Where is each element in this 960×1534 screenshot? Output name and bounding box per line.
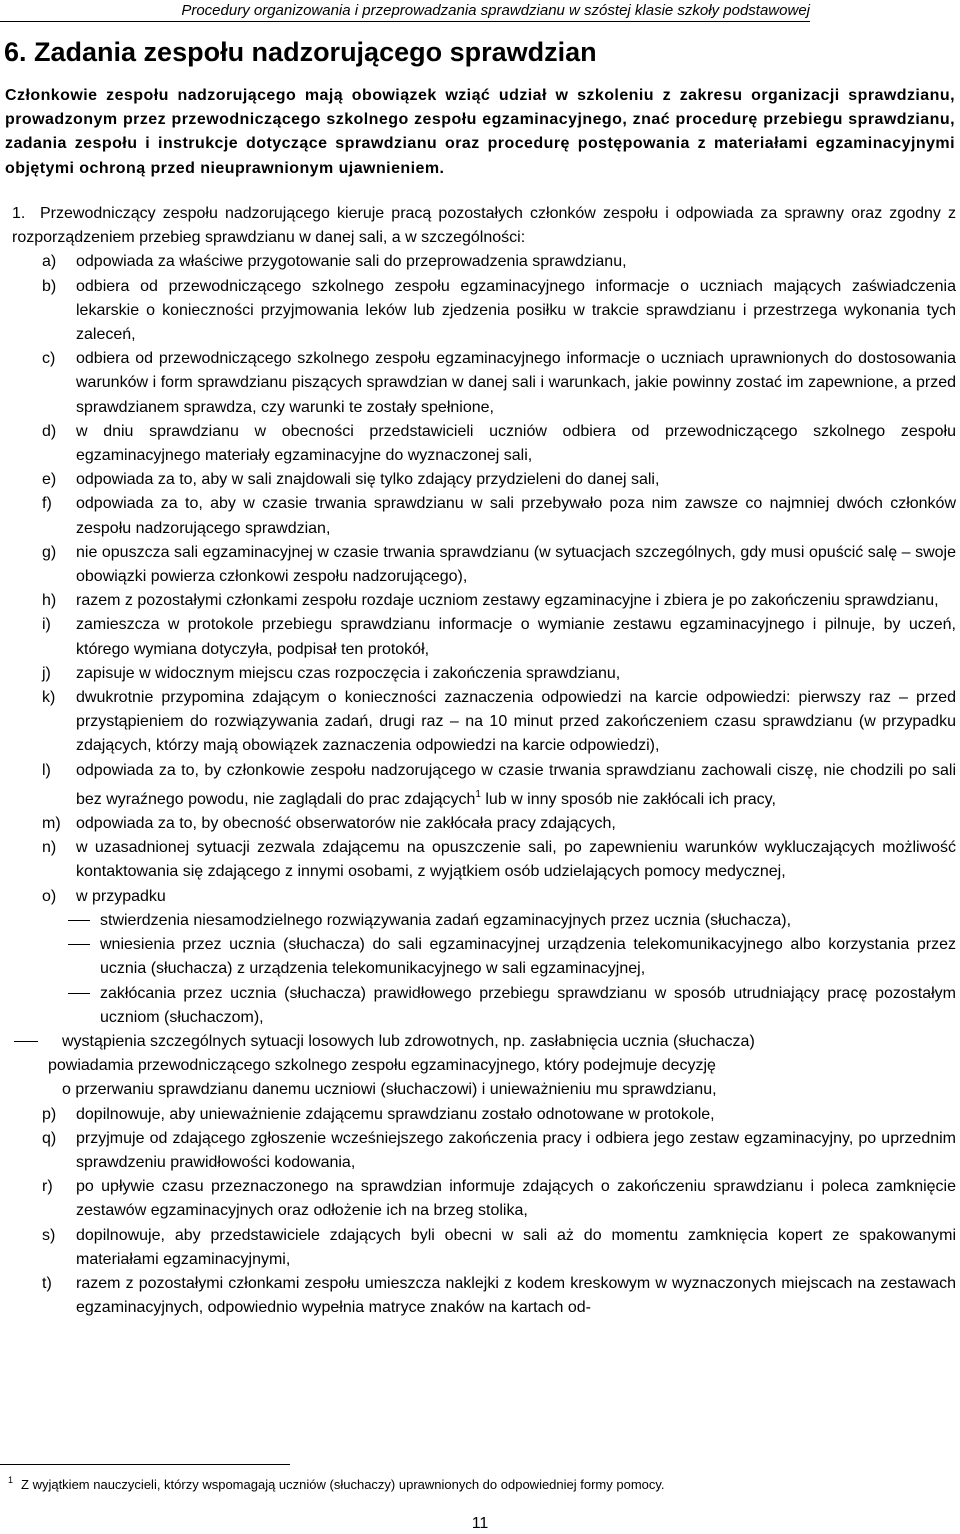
- footnote-reference[interactable]: 1: [475, 788, 481, 800]
- list-item-c: [12, 347, 956, 420]
- subitem-text: wniesienia przez ucznia (słuchacza) do sali egzaminacyjnej urządzenia telekomunikacyjnego albo korzystania przez ucznia (słuchacza) z urządzenia telekomunikacyjnego w sali egzaminacyjnej,: [100, 936, 956, 978]
- subitem-text: stwierdzenia niesamodzielnego rozwiązywania zadań egzaminacyjnych przez ucznia (słuchacza),: [100, 911, 792, 929]
- item-text: razem z pozostałymi członkami zespołu umieszcza naklejki z kodem kreskowym w wyznaczonych miejscach na zestawach egzaminacyjnych, odpowiednio wypełnia matryce znaków na kartach od-: [76, 1274, 956, 1317]
- footnote-text: Z wyjątkiem nauczycieli, którzy wspomagają uczniów (słuchaczy) uprawnionych do odpowiedniej formy pomocy.: [21, 1477, 665, 1492]
- item-letter: n): [42, 839, 57, 857]
- list-item-o: [12, 885, 956, 909]
- item-letter: r): [42, 1178, 53, 1196]
- item-letter: c): [42, 350, 56, 368]
- item-text: w dniu sprawdzianu w obecności przedstawicieli uczniów odbiera od przewodniczącego szkolnego zespołu egzaminacyjnego materiały egzaminacyjne do wyznaczonej sali,: [76, 422, 956, 465]
- item-text: przyjmuje od zdającego zgłoszenie wcześniejszego zakończenia pracy i odbiera jego zestaw egzaminacyjny, po uprzednim sprawdzeniu prawidłowości kodowania,: [76, 1129, 956, 1171]
- running-header-text: Procedury organizowania i przeprowadzania sprawdzianu w szóstej klasie szkoły podstawowej: [181, 2, 810, 19]
- footnote-rule: [0, 1464, 290, 1465]
- o-subitem: [12, 982, 956, 1030]
- item-text: razem z pozostałymi członkami zespołu rozdaje uczniom zestawy egzaminacyjne i zbiera je po zakończeniu sprawdzianu,: [76, 592, 939, 610]
- header-rule: [0, 21, 810, 22]
- document-body: [12, 202, 956, 1320]
- item-letter: m): [42, 815, 61, 833]
- item-text: w uzasadnionej sytuacji zezwala zdającemu na opuszczenie sali, po zapewnieniu warunków wykluczających możliwość kontaktowania się zdającego z innymi osobami, z wyjątkiem osób udzielających pomocy medycznej,: [76, 839, 956, 881]
- o-conclusion-line2: o przerwaniu sprawdzianu danemu uczniowi (słuchaczowi) i unieważnieniu mu sprawdzianu,: [62, 1081, 717, 1099]
- list-item-i: [12, 613, 956, 661]
- item-letter: s): [42, 1226, 56, 1244]
- list-item-t: [12, 1272, 956, 1320]
- point-1: [12, 202, 956, 250]
- item-text: odpowiada za to, by członkowie zespołu nadzorującego w czasie trwania sprawdzianu zachowali ciszę, nie chodzili po sali bez wyraźnego powodu, nie zaglądali do prac zdających: [76, 761, 956, 808]
- running-header: [0, 2, 810, 20]
- item-letter: e): [42, 471, 57, 489]
- item-letter: l): [42, 761, 51, 779]
- item-text: odpowiada za to, aby w sali znajdowali się tylko zdający przydzieleni do danej sali,: [76, 471, 660, 489]
- list-item-f: [12, 492, 956, 540]
- item-text: w przypadku: [76, 887, 166, 905]
- footnote-marker: 1: [8, 1475, 14, 1485]
- point-1-number: 1.: [12, 205, 26, 222]
- o-subitem: [12, 933, 956, 981]
- o-conclusion-line1: powiadamia przewodniczącego szkolnego zespołu egzaminacyjnego, który podejmuje decyzję: [48, 1057, 716, 1075]
- item-text: odpowiada za to, aby w czasie trwania sprawdzianu w sali przebywało poza nim zawsze co najmniej dwóch członków zespołu nadzorującego sprawdzian,: [76, 495, 956, 537]
- list-item-b: [12, 275, 956, 348]
- list-item-s: [12, 1224, 956, 1272]
- item-text: nie opuszcza sali egzaminacyjnej w czasie trwania sprawdzianu (w sytuacjach szczególnych, gdy musi opuścić salę – swoje obowiązki powierza członkowi zespołu nadzorującego),: [76, 543, 956, 586]
- list-item-r: [12, 1175, 956, 1223]
- item-letter: b): [42, 277, 57, 295]
- list-item-p: [12, 1103, 956, 1127]
- item-text: zapisuje w widocznym miejscu czas rozpoczęcia i zakończenia sprawdzianu,: [76, 664, 621, 682]
- item-text: zamieszcza w protokole przebiegu sprawdzianu informacje o wymianie zestawu egzaminacyjnego i pilnuje, by uczeń, którego wymiana dotyczyła, podpisał ten protokół,: [76, 616, 956, 658]
- item-letter: a): [42, 253, 57, 271]
- list-item-g: [12, 541, 956, 589]
- item-text-continued: lub w inny sposób nie zakłócali ich pracy,: [480, 790, 776, 808]
- dash-bullet: [68, 944, 90, 945]
- item-letter: j): [42, 664, 51, 682]
- item-text: odpowiada za to, by obecność obserwatorów nie zakłócała pracy zdających,: [76, 815, 616, 833]
- list-item-e: [12, 468, 956, 492]
- section-title: 6. Zadania zespołu nadzorującego sprawdzian: [4, 37, 597, 67]
- list-item-m: [12, 812, 956, 836]
- o-subitem: [12, 1030, 956, 1054]
- item-letter: q): [42, 1129, 57, 1147]
- subitem-text: wystąpienia szczególnych sytuacji losowych lub zdrowotnych, np. zasłabnięcia ucznia (słuchacza): [62, 1032, 755, 1050]
- item-letter: k): [42, 689, 56, 707]
- item-letter: h): [42, 592, 57, 610]
- list-item-l: [12, 759, 956, 812]
- list-item-n: [12, 836, 956, 884]
- subitem-text: zakłócania przez ucznia (słuchacza) prawidłowego przebiegu sprawdzianu w sposób utrudniający pracę pozostałym uczniom (słuchaczom),: [100, 984, 956, 1026]
- item-letter: g): [42, 543, 57, 561]
- item-text: dwukrotnie przypomina zdającym o konieczności zaznaczenia odpowiedzi na karcie odpowiedzi: pierwszy raz – przed przystąpieniem do rozwiązywania zadań, drugi raz – na 10 minut przed zakończeniem czasu sprawdzianu (w przypadku zdających, którzy mają obowiązek zaznaczenia odpowiedzi na karcie odpowiedzi),: [76, 689, 956, 755]
- dash-bullet: [14, 1041, 38, 1042]
- item-text: odbiera od przewodniczącego szkolnego zespołu egzaminacyjnego informacje o uczniach mających zaświadczenia lekarskie o konieczności przyjmowania leków lub zjedzenia posiłku w trakcie sprawdzianu i przestrzega wykonania tych zaleceń,: [76, 277, 956, 344]
- o-conclusion: [12, 1054, 956, 1102]
- item-letter: p): [42, 1105, 57, 1123]
- dash-bullet: [68, 920, 90, 921]
- page-number: 11: [471, 1515, 489, 1532]
- section-intro: Członkowie zespołu nadzorującego mają obowiązek wziąć udział w szkoleniu z zakresu organizacji sprawdzianu, prowadzonym przez przewodniczącego szkolnego zespołu egzaminacyjnego, znać procedurę przebiegu sprawdzianu, zadania zespołu i instrukcje dotyczące sprawdzianu oraz procedurę postępowania z materiałami egzaminacyjnymi objętymi ochroną przed nieuprawnionym ujawnieniem.: [5, 87, 955, 177]
- item-text: dopilnowuje, aby przedstawiciele zdających byli obecni w sali aż do momentu zamknięcia kopert ze spakowanymi materiałami egzaminacyjnymi,: [76, 1226, 956, 1268]
- list-item-j: [12, 662, 956, 686]
- o-subitem: [12, 909, 956, 933]
- list-item-h: [12, 589, 956, 613]
- item-text: dopilnowuje, aby unieważnienie zdającemu sprawdzianu zostało odnotowane w protokole,: [76, 1105, 715, 1123]
- item-text: odpowiada za właściwe przygotowanie sali do przeprowadzenia sprawdzianu,: [76, 253, 627, 271]
- item-letter: i): [42, 616, 51, 634]
- list-item-k: [12, 686, 956, 759]
- item-text: po upływie czasu przeznaczonego na sprawdzian informuje zdających o zakończeniu sprawdzianu i poleca zamknięcie zestawów egzaminacyjnych oraz odłożenie ich na brzeg stolika,: [76, 1178, 956, 1220]
- dash-bullet: [68, 993, 90, 994]
- list-item-a: [12, 250, 956, 274]
- item-letter: f): [42, 495, 52, 513]
- footnote: [8, 1472, 665, 1493]
- item-letter: o): [42, 887, 57, 905]
- list-item-q: [12, 1127, 956, 1175]
- item-letter: d): [42, 422, 57, 440]
- point-1-text: Przewodniczący zespołu nadzorującego kieruje pracą pozostałych członków zespołu i odpowiada za sprawny oraz zgodny z rozporządzeniem przebieg sprawdzianu w danej sali, a w szczególności:: [12, 205, 956, 247]
- item-text: odbiera od przewodniczącego szkolnego zespołu egzaminacyjnego informacje o uczniach uprawnionych do dostosowania warunków i form sprawdzianu piszących sprawdzian w danej sali i warunkach, jakie powinny zostać im zapewnione, a przed sprawdzianem sprawdza, czy warunki te zostały spełnione,: [76, 350, 956, 416]
- item-letter: t): [42, 1274, 52, 1292]
- list-item-d: [12, 420, 956, 468]
